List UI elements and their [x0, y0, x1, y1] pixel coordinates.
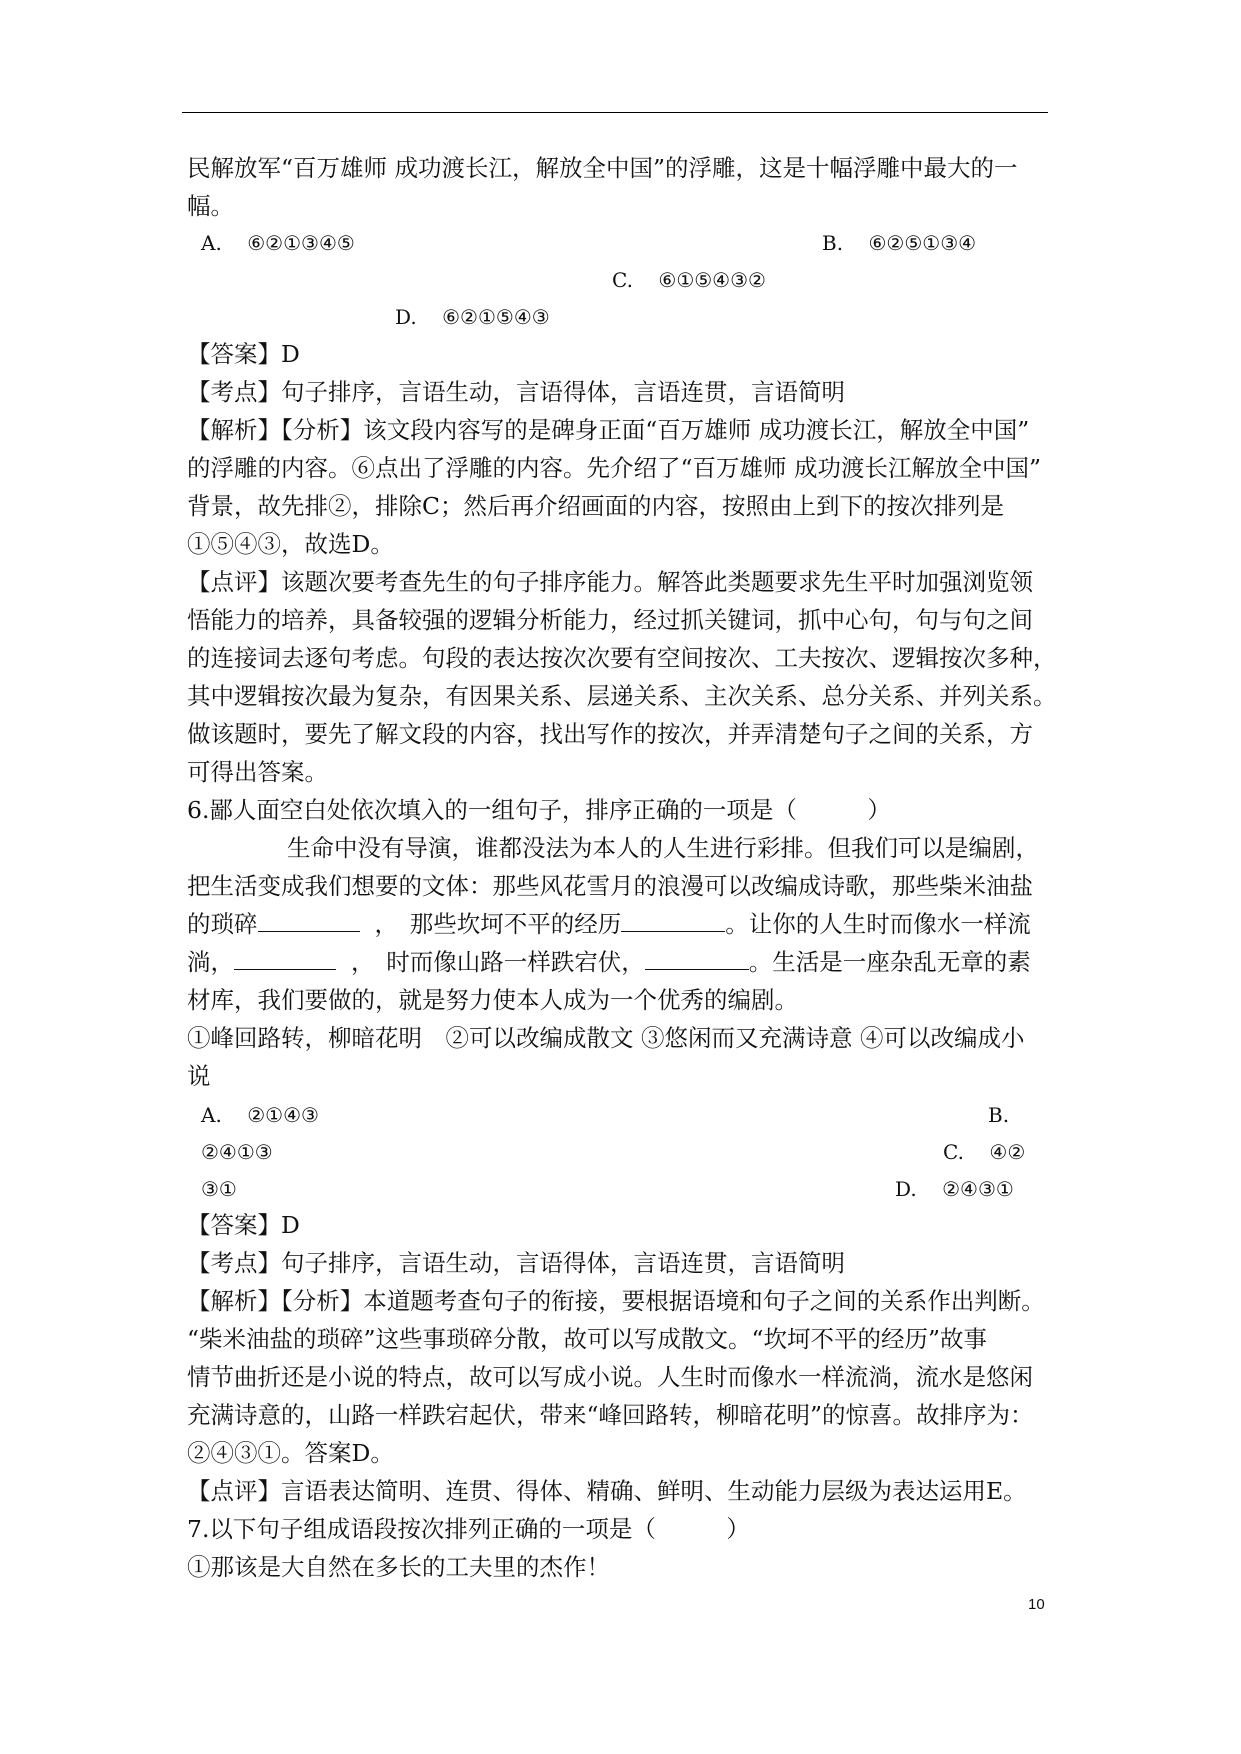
- q6-jiexi-line-4: 充满诗意的，山路一样跌宕起伏，带来“峰回路转，柳暗花明”的惊喜。故排序为：: [187, 1401, 1034, 1429]
- q6-kaodian: 【考点】句子排序，言语生动，言语得体，言语连贯，言语简明: [187, 1249, 845, 1277]
- blank-1: [258, 909, 360, 932]
- q6-option-d-value: ②④③①: [942, 1177, 1014, 1201]
- q6-stem: 6.鄙人面空白处依次填入的一组句子，排序正确的一项是（ ）: [187, 796, 891, 824]
- q5-option-a-letter: A.: [201, 231, 222, 255]
- q5-dianping-line-4: 其中逻辑按次最为复杂，有因果关系、层递关系、主次关系、总分关系、并列关系。: [187, 682, 1057, 710]
- q5-option-d-value: ⑥②①⑤④③: [442, 305, 550, 329]
- q6-option-d-letter: D.: [895, 1177, 917, 1201]
- q5-option-d: [395, 303, 550, 331]
- q5-jiexi-line-1: 【解析】【分析】该文段内容写的是碑身正面“百万雄师 成功渡长江，解放全中国”: [187, 416, 1030, 444]
- q5-jiexi-line-3: 背景，故先排②，排除C；然后再介绍画面的内容，按照由上到下的按次排列是: [187, 492, 1004, 520]
- q6-option-a-value: ②①④③: [247, 1103, 319, 1127]
- q6-option-a: [201, 1101, 319, 1129]
- q6-option-c-letter: C.: [943, 1140, 964, 1164]
- q7-stem: 7.以下句子组成语段按次排列正确的一项是（ ）: [187, 1515, 750, 1543]
- q6-passage-line-2: 把生活变成我们想要的文体：那些风花雪月的浪漫可以改编成诗歌，那些柴米油盐: [187, 872, 1033, 900]
- q5-option-b-value: ⑥②⑤①③④: [868, 231, 977, 255]
- q6-passage-line-3-a: 的琐碎: [187, 910, 258, 938]
- q6-passage-line-3-c: 。让你的人生时而像水一样流: [725, 910, 1031, 938]
- q5-stem-line-1: 民解放军“百万雄师 成功渡长江，解放全中国”的浮雕，这是十幅浮雕中最大的一: [187, 154, 1018, 182]
- q6-option-c-value-rest: ③①: [201, 1177, 237, 1201]
- q6-passage-line-5: 材库，我们要做的，就是努力使本人成为一个优秀的编剧。: [187, 986, 798, 1014]
- q5-option-c-value: ⑥①⑤④③②: [658, 268, 766, 292]
- q6-option-a-letter: A.: [201, 1103, 222, 1127]
- q6-option-c-value-first: ④②: [989, 1140, 1026, 1164]
- q6-passage-line-4-b: ， 时而像山路一样跌宕伏，: [350, 948, 645, 976]
- q6-passage-line-1-text: 生命中没有导演，谁都没法为本人的人生进行彩排。但我们可以是编剧，: [287, 834, 1039, 862]
- q5-jiexi-line-2: 的浮雕的内容。⑥点出了浮雕的内容。先介绍了“百万雄师 成功渡长江解放全中国”: [187, 454, 1041, 482]
- q5-jiexi-line-4: ①⑤④③，故选D。: [187, 530, 394, 558]
- q6-jiexi-line-5: ②④③①。答案D。: [187, 1439, 394, 1467]
- q5-dianping-line-2: 悟能力的培养，具备较强的逻辑分析能力，经过抓关键词，抓中心句，句与句之间: [187, 606, 1033, 634]
- q6-items-line-2: 说: [187, 1062, 211, 1090]
- q6-option-c: [943, 1138, 1025, 1166]
- q6-passage-line-4-a: 淌，: [187, 948, 234, 976]
- q6-dianping: 【点评】言语表达简明、连贯、得体、精确、鲜明、生动能力层级为表达运用E。: [187, 1477, 1027, 1505]
- q6-passage-line-4-c: 。生活是一座杂乱无章的素: [748, 948, 1031, 976]
- q5-dianping-line-1: 【点评】该题次要考查先生的句子排序能力。解答此类题要求先生平时加强浏览领: [187, 568, 1033, 596]
- blank-4: [645, 947, 749, 970]
- q5-dianping-line-3: 的连接词去逐句考虑。句段的表达按次次要有空间按次、工夫按次、逻辑按次多种，: [187, 644, 1057, 672]
- q5-option-c: [612, 266, 766, 294]
- q5-option-d-letter: D.: [395, 305, 417, 329]
- q5-option-b: [822, 229, 976, 257]
- q6-option-b-letter: B.: [988, 1103, 1010, 1127]
- q7-item-1: ①那该是大自然在多长的工夫里的杰作！: [187, 1553, 610, 1581]
- q6-passage-line-1: [187, 833, 1039, 863]
- page-number: 10: [1028, 1596, 1045, 1613]
- q6-jiexi-line-2: “柴米油盐的琐碎”这些事琐碎分散，故可以写成散文。“坎坷不平的经历”故事: [187, 1325, 988, 1353]
- q6-passage-line-4: [187, 947, 1031, 977]
- blank-2: [621, 909, 725, 932]
- q5-option-b-letter: B.: [822, 231, 844, 255]
- q6-option-b-value: ②④①③: [201, 1140, 273, 1164]
- q5-stem-line-2: 幅。: [187, 192, 234, 220]
- q5-option-a-value: ⑥②①③④⑤: [247, 231, 355, 255]
- q5-dianping-line-6: 可得出答案。: [187, 758, 328, 786]
- q5-option-a: [201, 229, 355, 257]
- header-rule: [182, 112, 1048, 113]
- q6-jiexi-line-3: 情节曲折还是小说的特点，故可以写成小说。人生时而像水一样流淌，流水是悠闲: [187, 1363, 1033, 1391]
- q5-option-c-letter: C.: [612, 268, 633, 292]
- q5-dianping-line-5: 做该题时，要先了解文段的内容，找出写作的按次，并弄清楚句子之间的关系，方: [187, 720, 1033, 748]
- q6-jiexi-line-1: 【解析】【分析】本道题考查句子的衔接，要根据语境和句子之间的关系作出判断。: [187, 1287, 1045, 1315]
- q5-kaodian: 【考点】句子排序，言语生动，言语得体，言语连贯，言语简明: [187, 378, 845, 406]
- q5-answer: 【答案】D: [187, 340, 300, 368]
- q6-passage-line-3-b: ， 那些坎坷不平的经历: [374, 910, 622, 938]
- q6-option-d: [895, 1175, 1014, 1203]
- q6-items-line-1: ①峰回路转，柳暗花明 ②可以改编成散文 ③悠闲而又充满诗意 ④可以改编成小: [187, 1024, 1025, 1052]
- q6-passage-line-3: [187, 909, 1031, 939]
- blank-3: [234, 947, 336, 970]
- q6-answer: 【答案】D: [187, 1211, 300, 1239]
